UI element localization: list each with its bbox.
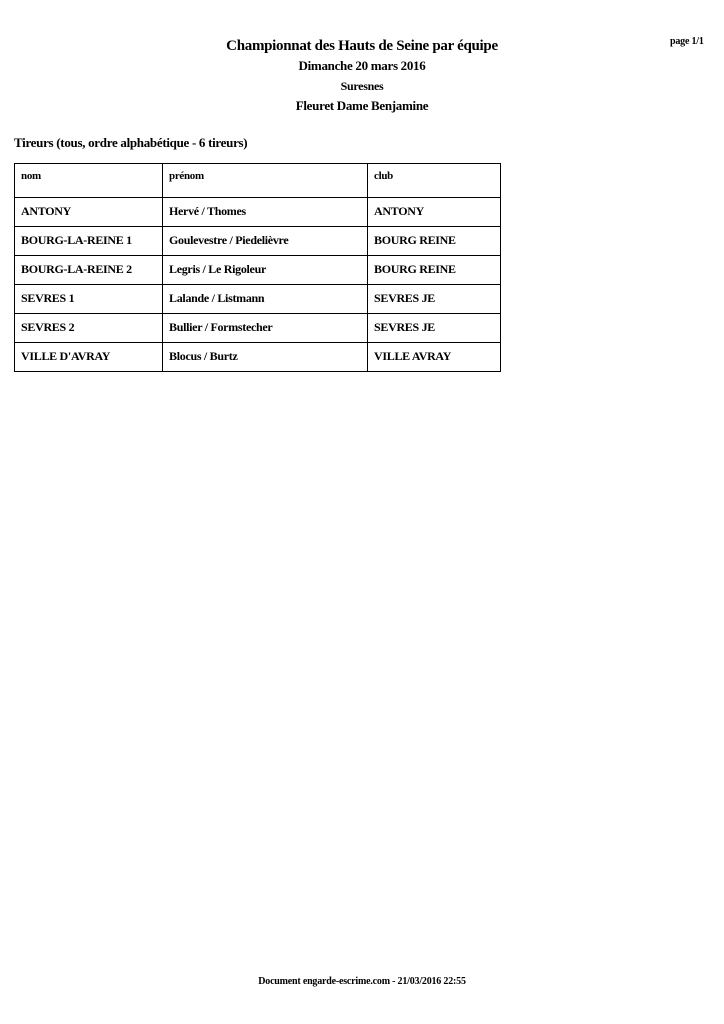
cell-club: BOURG REINE xyxy=(368,256,501,285)
cell-nom: SEVRES 2 xyxy=(15,314,163,343)
cell-club: SEVRES JE xyxy=(368,314,501,343)
document-footer: Document engarde-escrime.com - 21/03/2016 22:55 xyxy=(258,976,466,987)
table-row xyxy=(15,198,501,227)
cell-prenom: Bullier / Formstecher xyxy=(163,314,368,343)
section-heading: Tireurs (tous, ordre alphabétique - 6 tireurs) xyxy=(14,135,248,150)
cell-prenom: Legris / Le Rigoleur xyxy=(163,256,368,285)
cell-club: BOURG REINE xyxy=(368,227,501,256)
competition-category: Fleuret Dame Benjamine xyxy=(295,98,429,113)
cell-prenom: Lalande / Listmann xyxy=(163,285,368,314)
competition-location: Suresnes xyxy=(340,79,384,93)
table-row xyxy=(15,227,501,256)
table-row xyxy=(15,343,501,372)
column-header-club: club xyxy=(368,164,501,198)
cell-prenom: Hervé / Thomes xyxy=(163,198,368,227)
cell-nom: VILLE D'AVRAY xyxy=(15,343,163,372)
table-row xyxy=(15,314,501,343)
cell-nom: BOURG-LA-REINE 1 xyxy=(15,227,163,256)
competition-date: Dimanche 20 mars 2016 xyxy=(298,58,426,73)
cell-nom: ANTONY xyxy=(15,198,163,227)
cell-club: VILLE AVRAY xyxy=(368,343,501,372)
table-row xyxy=(15,285,501,314)
table-header-row xyxy=(15,164,501,198)
cell-prenom: Blocus / Burtz xyxy=(163,343,368,372)
cell-nom: SEVRES 1 xyxy=(15,285,163,314)
cell-club: ANTONY xyxy=(368,198,501,227)
column-header-nom: nom xyxy=(15,164,163,198)
cell-nom: BOURG-LA-REINE 2 xyxy=(15,256,163,285)
table-row xyxy=(15,256,501,285)
column-header-prenom: prénom xyxy=(163,164,368,198)
cell-prenom: Goulevestre / Piedelièvre xyxy=(163,227,368,256)
fencers-table xyxy=(14,163,501,372)
competition-title: Championnat des Hauts de Seine par équipe xyxy=(226,38,498,54)
cell-club: SEVRES JE xyxy=(368,285,501,314)
page-number: page 1/1 xyxy=(670,36,704,47)
document-header xyxy=(0,36,724,116)
